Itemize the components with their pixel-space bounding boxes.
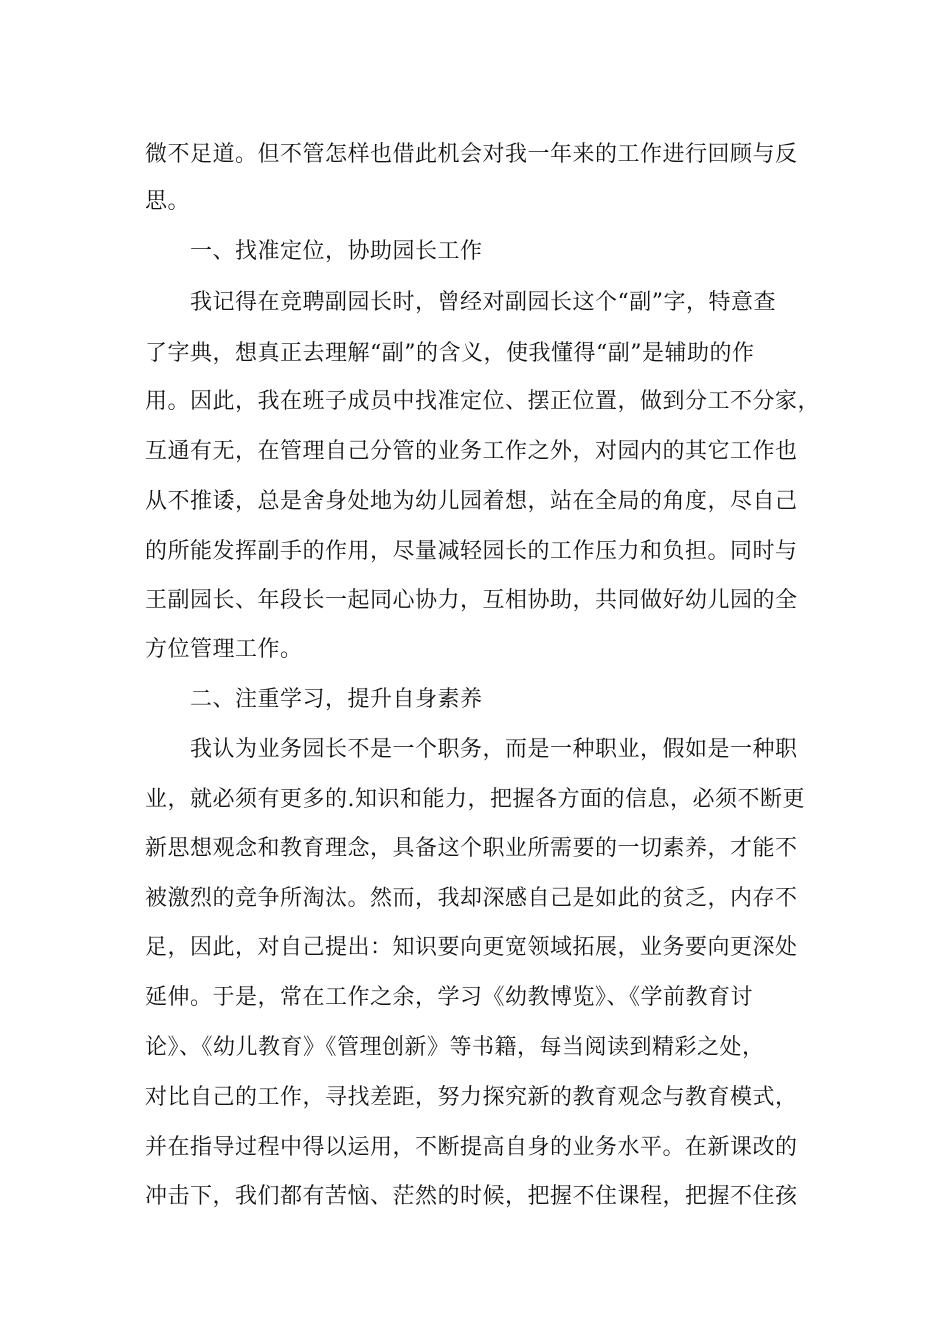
section-heading: 二、注重学习，提升自身素养 <box>190 687 483 712</box>
body-text-line: 微不足道。但不管怎样也借此机会对我一年来的工作进行回顾与反 <box>145 142 798 167</box>
body-text-line: 延伸。于是，常在工作之余，学习《幼教博览》、《学前教育讨 <box>145 985 754 1010</box>
body-text-line: 王副园长、年段长一起同心协力，互相协助，共同做好幼儿园的全 <box>145 588 798 613</box>
body-text-line: 业，就必须有更多的.知识和能力，把握各方面的信息，必须不断更 <box>145 787 805 812</box>
body-text-line: 冲击下，我们都有苦恼、茫然的时候，把握不住课程，把握不住孩 <box>145 1184 798 1209</box>
body-text-line: 足，因此，对自己提出：知识要向更宽领域拓展，业务要向更深处 <box>145 935 798 960</box>
body-text-line: 论》、《幼儿教育》《管理创新》等书籍，每当阅读到精彩之处， <box>145 1035 765 1060</box>
body-text-line: 方位管理工作。 <box>145 637 303 662</box>
body-text-line: 我认为业务园长不是一个职务，而是一种职业，假如是一种职 <box>190 737 798 762</box>
section-heading: 一、找准定位，协助园长工作 <box>190 239 483 264</box>
body-text-line: 对比自己的工作，寻找差距，努力探究新的教育观念与教育模式， <box>145 1085 798 1110</box>
body-text-line: 我记得在竞聘副园长时，曾经对副园长这个“副”字，特意查 <box>190 290 776 315</box>
body-text-line: 从不推诿，总是舍身处地为幼儿园着想，站在全局的角度，尽自己 <box>145 489 798 514</box>
body-text-line: 的所能发挥副手的作用，尽量减轻园长的工作压力和负担。同时与 <box>145 539 798 564</box>
body-text-line: 了字典，想真正去理解“副”的含义，使我懂得“副”是辅助的作 <box>145 341 755 366</box>
body-text-line: 用。因此，我在班子成员中找准定位、摆正位置，做到分工不分家， <box>145 389 821 414</box>
body-text-line: 新思想观念和教育理念，具备这个职业所需要的一切素养，才能不 <box>145 836 798 861</box>
body-text-line: 互通有无，在管理自己分管的业务工作之外，对园内的其它工作也 <box>145 439 798 464</box>
body-text-line: 被激烈的竞争所淘汰。然而，我却深感自己是如此的贫乏，内存不 <box>145 886 798 911</box>
body-text-line: 思。 <box>145 189 191 214</box>
body-text-line: 并在指导过程中得以运用，不断提高自身的业务水平。在新课改的 <box>145 1135 798 1160</box>
